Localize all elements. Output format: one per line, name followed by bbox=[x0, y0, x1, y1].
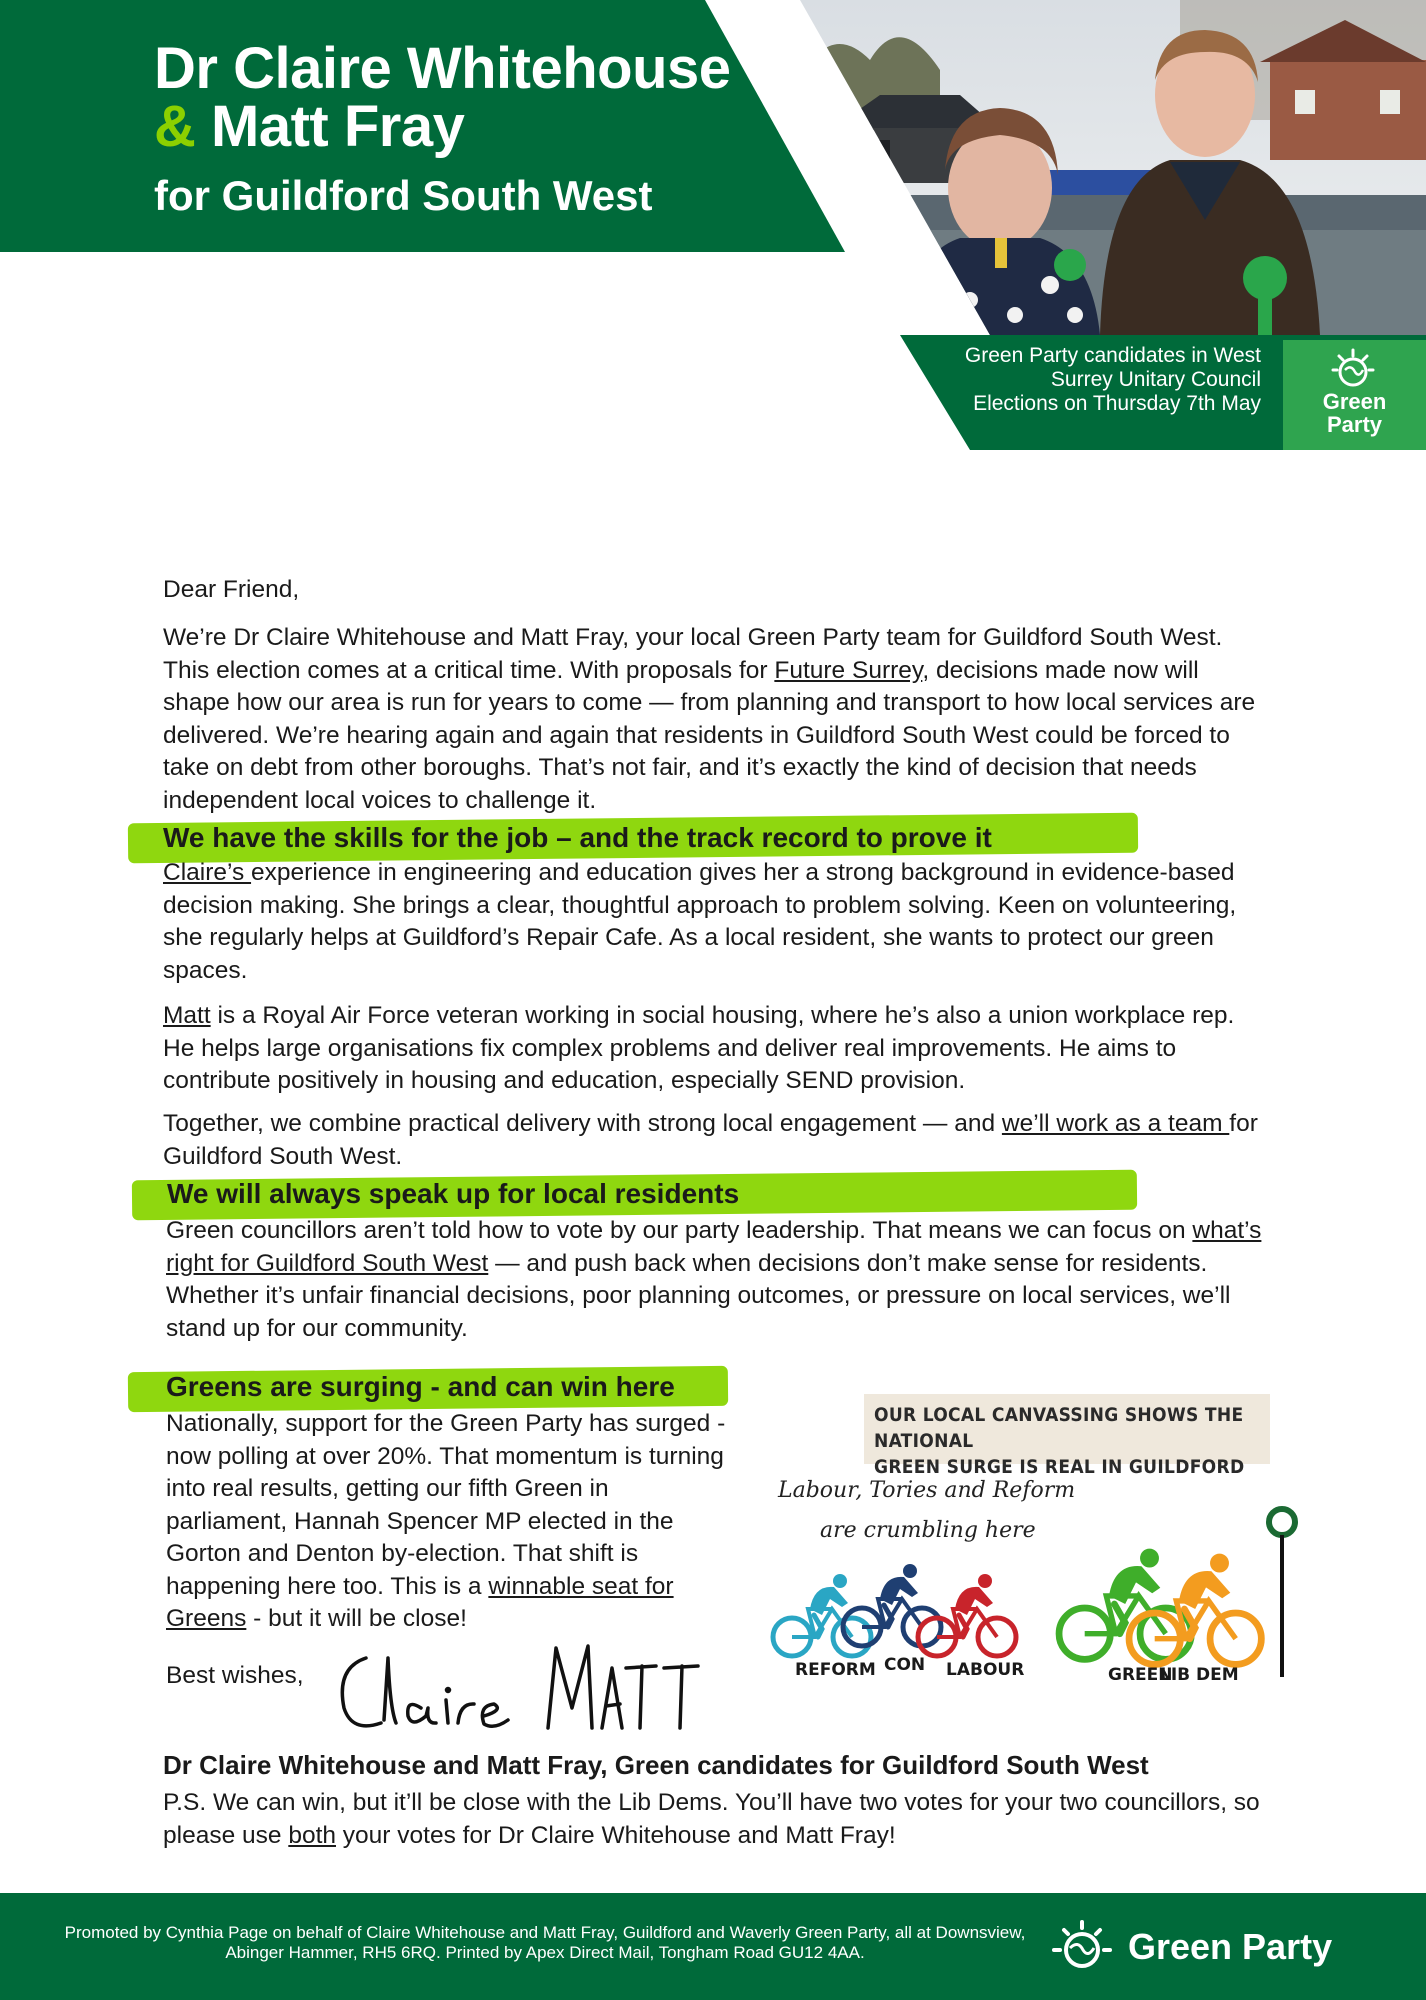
canvass-callout bbox=[864, 1394, 1270, 1478]
surge-text-1: Nationally, support for the Green Party has surged - now polling at over 20%. That momentum is turning into real results, getting our fifth Green in parliament, Hannah Spencer MP elected in the Gorton and Denton by-election. That shift is happening here too. This is a bbox=[166, 1410, 726, 1600]
signatures bbox=[326, 1628, 736, 1746]
whats-right-link[interactable]: what’s right for Guildford South West bbox=[166, 1217, 1262, 1277]
title-line-1: Dr Claire Whitehouse bbox=[154, 36, 731, 101]
speak-text-2: — and push back when decisions don’t make sense for residents. Whether it’s unfair financial decisions, poor planning outcomes, or pressure on local services, we’ll stand up for our community. bbox=[166, 1249, 1231, 1342]
intro-paragraph bbox=[163, 622, 1268, 817]
finish-post bbox=[1041, 1509, 1065, 1533]
label-labour: LABOUR bbox=[946, 1660, 1025, 1680]
logo-label-party: Party bbox=[1326, 412, 1383, 437]
future-surrey-link[interactable]: Future Surrey bbox=[774, 656, 923, 684]
surge-paragraph bbox=[166, 1408, 726, 1636]
election-badge-text: Green Party candidates in West Surrey Unitary Council Elections on Thursday 7th May bbox=[964, 344, 1261, 415]
ps-text-1: P.S. We can win, but it’ll be close with the Lib Dems. You’ll have two votes for your two councillors, so please use bbox=[163, 1789, 1260, 1849]
winnable-seat-link[interactable]: winnable seat for Greens bbox=[166, 1572, 674, 1632]
together-paragraph bbox=[163, 1108, 1268, 1173]
greeting: Dear Friend, bbox=[163, 576, 300, 603]
matt-signature bbox=[548, 1646, 698, 1728]
label-green: GREEN bbox=[1108, 1665, 1173, 1685]
cyclist-con bbox=[843, 1564, 941, 1646]
imprint-text: Promoted by Cynthia Page on behalf of Claire Whitehouse and Matt Fray, Guildford and Waverly Green Party, all at Downsview, Abinger Hammer, RH5 6RQ. Printed by Apex Direct Mail, Tongham Road GU12 4AA. bbox=[64, 1923, 1026, 1962]
finish-post-icon bbox=[1262, 1502, 1302, 1682]
green-party-earth-icon bbox=[1331, 348, 1375, 392]
speak-paragraph bbox=[166, 1215, 1276, 1345]
matt-link[interactable]: Matt bbox=[163, 1002, 211, 1029]
footer-logo bbox=[1050, 1920, 1333, 1976]
cyclist-green bbox=[1059, 1549, 1191, 1660]
crumbling-note-2: are crumbling here bbox=[820, 1518, 1036, 1543]
title-ampersand: & bbox=[154, 94, 196, 159]
canvass-line-1: OUR LOCAL CANVASSING SHOWS THE NATIONAL bbox=[874, 1404, 1244, 1452]
work-as-team-link[interactable]: we’ll work as a team bbox=[1001, 1110, 1230, 1137]
label-reform: REFORM bbox=[795, 1660, 876, 1680]
together-text-1: Together, we combine practical delivery with strong local engagement — and bbox=[163, 1110, 1002, 1137]
logo-label-green: Green bbox=[1322, 389, 1387, 414]
crumbling-note-1: Labour, Tories and Reform bbox=[778, 1478, 1076, 1503]
heading-speak-up: We will always speak up for local residents bbox=[167, 1178, 740, 1209]
green-party-earth-icon bbox=[1050, 1920, 1114, 1976]
intro-text-1: We’re Dr Claire Whitehouse and Matt Fray, your local Green Party team for Guildford South West. This election comes at a critical time. With proposals for bbox=[163, 624, 1223, 684]
together-text-2: for Guildford South West. bbox=[163, 1110, 1258, 1170]
claire-text: experience in engineering and education gives her a strong background in evidence-based decision making. She brings a clear, thoughtful approach to problem solving. Keen on volunteering, she regularly helps at Guildford’s Repair Cafe. As a local resident, she wants to protect our green spaces. bbox=[163, 859, 1237, 984]
heading-greens-surging: Greens are surging - and can win here bbox=[166, 1371, 675, 1402]
signoff-name: Dr Claire Whitehouse and Matt Fray, Green candidates for Guildford South West bbox=[163, 1750, 1149, 1780]
claire-signature bbox=[342, 1658, 508, 1726]
ps-paragraph bbox=[163, 1787, 1268, 1852]
surge-text-2: - but it will be close! bbox=[246, 1605, 467, 1632]
canvass-line-2: GREEN SURGE IS REAL IN GUILDFORD bbox=[874, 1456, 1245, 1478]
matt-text: is a Royal Air Force veteran working in social housing, where he’s also a union workplace rep. He helps large organisations fix complex problems and deliver real improvements. He aims to contribute positively in housing and education, especially SEND provision. bbox=[163, 1002, 1235, 1094]
green-party-logo bbox=[1283, 340, 1426, 450]
page-title bbox=[154, 36, 731, 159]
ps-text-2: your votes for Dr Claire Whitehouse and Matt Fray! bbox=[336, 1821, 896, 1849]
both-link[interactable]: both bbox=[288, 1821, 336, 1849]
matt-paragraph bbox=[163, 1000, 1268, 1098]
claire-paragraph bbox=[163, 857, 1268, 987]
title-line-2: Matt Fray bbox=[195, 94, 465, 159]
footer-logo-label: Green Party bbox=[1128, 1926, 1333, 1967]
page-subtitle: for Guildford South West bbox=[154, 172, 653, 219]
claire-link[interactable]: Claire’s bbox=[163, 859, 252, 886]
label-lib-dem: LIB DEM bbox=[1160, 1665, 1239, 1685]
label-con: CON bbox=[884, 1655, 926, 1675]
candidates-photo bbox=[800, 0, 1426, 335]
closing: Best wishes, bbox=[166, 1662, 304, 1689]
intro-text-2: , decisions made now will shape how our area is run for years to come — from planning and transport to how local services are delivered. We’re hearing again and again that residents in Guildford South West could be forced to take on debt from other boroughs. That’s not fair, and it’s exactly the kind of decision that needs independent local voices to challenge it. bbox=[163, 656, 1256, 814]
speak-text-1: Green councillors aren’t told how to vote by our party leadership. That means we can focus on bbox=[166, 1217, 1193, 1244]
heading-skills: We have the skills for the job – and the track record to prove it bbox=[163, 822, 992, 853]
